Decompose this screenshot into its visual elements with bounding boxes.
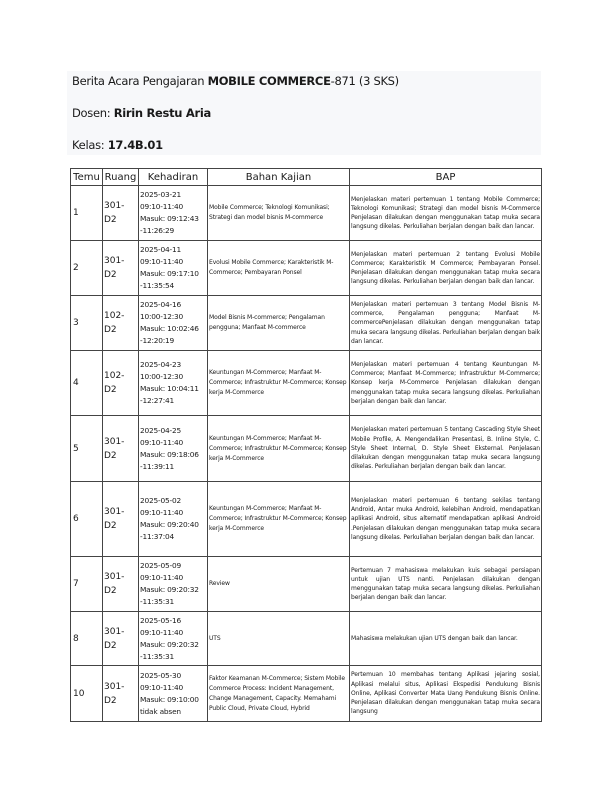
meeting-number: 7 [71,557,103,612]
meeting-time: 09:10-11:40 [140,627,184,637]
attendance [139,666,208,722]
check-in: Masuk: 09:20:40 -11:37:04 [140,520,199,541]
table-row [71,557,542,612]
table-header-row [71,169,542,186]
topic: Faktor Keamanan M-Commerce; Sistem Mobile Commerce Process: Incident Management, Change Management, Capacity. Memahami Public Cloud, Private Cloud, Hybrid [208,666,350,722]
course-name: MOBILE COMMERCE [207,74,331,88]
course-code: -871 (3 SKS) [330,74,399,88]
meeting-number: 1 [71,186,103,241]
attendance [139,351,208,416]
meeting-date: 2025-04-23 [140,360,181,369]
meeting-time: 09:10-11:40 [140,202,184,211]
meeting-time: 09:10-11:40 [140,573,184,582]
title-prefix: Berita Acara Pengajaran [72,74,208,88]
class-line [72,138,163,152]
room: 301-D2 [103,241,139,296]
meeting-number: 4 [71,351,103,416]
attendance [139,296,208,351]
topic: Keuntungan M-Commerce; Manfaat M-Commerce; Infrastruktur M-Commerce; Konsep kerja M-Commerce [208,482,350,557]
bap-text: Pertemuan 10 membahas tentang Aplikasi jejaring sosial, Aplikasi melalui situs, Aplikasi Ekspedisi Pendukung Bisnis Online, Aplikasi Converter Mata Uang Pendukung Bisnis Online. Penjelasan dilakukan dengan menggunakan tatap muka secara langsung [350,666,542,722]
room: 301-D2 [103,557,139,612]
meeting-number: 6 [71,482,103,557]
meeting-time: 10:00-12:30 [140,312,184,321]
topic: Keuntungan M-Commerce; Manfaat M-Commerce; Infrastruktur M-Commerce; Konsep kerja M-Commerce [208,416,350,482]
bap-text: Pertemuan 7 mahasiswa melakukan kuis sebagai persiapan untuk ujian UTS nanti. Penjelasan dilakukan dengan menggunakan tatap muka secara langsung dikelas. Perkuliahan berjalan dengan baik dan lancar. [350,557,542,612]
meeting-time: 09:10-11:40 [140,682,184,692]
lecturer-line [72,106,211,120]
col-header-kehadiran: Kehadiran [139,169,208,186]
bap-text: Menjelaskan materi pertemuan 6 tentang sekilas tentang Android, Antar muka Android, kelebihan Android, mendapatkan aplikasi Android, situs alternatif mendapatkan aplikasi Android .Penjelasan dilakukan dengan menggunakan tatap muka secara langsung dikelas. Perkuliahan berjalan dengan baik dan lancar. [350,482,542,557]
bap-text: Mahasiswa melakukan ujian UTS dengan baik dan lancar. [350,612,542,666]
bap-text: Menjelaskan materi pertemuan 1 tentang Mobile Commerce; Teknologi Komunikasi; Strategi dan model bisnis M-Commerce Penjelasan dilakukan dengan menggunakan tatap muka secara langsung dikelas. Perkuliahan berjalan dengan baik dan lancar. [350,186,542,241]
topic: Keuntungan M-Commerce; Manfaat M-Commerce; Infrastruktur M-Commerce; Konsep kerja M-Commerce [208,351,350,416]
col-header-ruang: Ruang [103,169,139,186]
class-label: Kelas: [72,138,108,152]
table-row [71,186,542,241]
col-header-temu: Temu [71,169,103,186]
room: 301-D2 [103,612,139,666]
check-in: Masuk: 10:02:46 -12:20:19 [140,324,199,345]
bap-table [70,168,542,722]
table-row [71,666,542,722]
meeting-date: 2025-05-30 [140,670,181,680]
meeting-date: 2025-04-25 [140,425,181,435]
table-row [71,612,542,666]
room: 301-D2 [103,666,139,722]
bap-text: Menjelaskan materi pertemuan 3 tentang Model Bisnis M-commerce, Pengalaman pengguna; Manfaat M-commercePenjelasan dilakukan dengan menggunakan tatap muka secara langsung dikelas. Perkuliahan berjalan dengan baik dan lancar. [350,296,542,351]
meeting-time: 09:10-11:40 [140,508,184,517]
lecturer-name: Ririn Restu Aria [113,106,211,120]
bap-text: Menjelaskan materi pertemuan 5 tentang Cascading Style Sheet Mobile Profile, A. Mengendalikan Presentasi, B. Inline Style, C. Style Sheet Internal, D. Style Sheet Eksternal. Penjelasan dilakukan dengan menggunakan tatap muka secara langsung dikelas. Perkuliahan berjalan dengan baik dan lancar. [350,416,542,482]
col-header-bahan-kajian: Bahan Kajian [208,169,350,186]
check-in: Masuk: 09:20:32 -11:35:31 [140,639,199,661]
topic: UTS [208,612,350,666]
bap-text: Menjelaskan materi pertemuan 2 tentang Evolusi Mobile Commerce; Karakteristik M Commerce; Pembayaran Ponsel. Penjelasan dilakukan dengan menggunakan tatap muka secara langsung dikelas. Perkuliahan berjalan dengan baik dan lancar. [350,241,542,296]
meeting-time: 09:10-11:40 [140,437,184,447]
col-header-bap: BAP [350,169,542,186]
room: 301-D2 [103,482,139,557]
topic: Mobile Commerce; Teknologi Komunikasi; Strategi dan model bisnis M-commerce [208,186,350,241]
attendance [139,482,208,557]
meeting-time: 09:10-11:40 [140,257,184,266]
document-title [72,74,399,88]
table-row [71,482,542,557]
meeting-number: 3 [71,296,103,351]
attendance [139,186,208,241]
table-row [71,296,542,351]
meeting-time: 10:00-12:30 [140,372,184,381]
class-name: 17.4B.01 [107,138,163,152]
meeting-date: 2025-05-16 [140,615,181,625]
meeting-number: 10 [71,666,103,722]
table-row [71,416,542,482]
topic: Review [208,557,350,612]
check-in: Masuk: 09:10:00 tidak absen [140,694,199,716]
room: 301-D2 [103,186,139,241]
attendance [139,557,208,612]
topic: Model Bisnis M-commerce; Pengalaman pengguna; Manfaat M-commerce [208,296,350,351]
meeting-date: 2025-03-21 [140,190,181,199]
meeting-number: 2 [71,241,103,296]
attendance [139,241,208,296]
document-header [67,71,541,155]
bap-text: Menjelaskan materi pertemuan 4 tentang Keuntungan M-Commerce; Manfaat M-Commerce; Infrastruktur M-Commerce; Konsep kerja M-Commerce Penjelasan dilakukan dengan menggunakan tatap muka secara langsung dikelas. Perkuliahan berjalan dengan baik dan lancar. [350,351,542,416]
meeting-date: 2025-05-02 [140,496,181,505]
table-row [71,351,542,416]
meeting-date: 2025-04-16 [140,300,181,309]
attendance [139,612,208,666]
check-in: Masuk: 09:20:32 -11:35:31 [140,585,199,606]
room: 102-D2 [103,351,139,416]
topic: Evolusi Mobile Commerce; Karakteristik M-Commerce; Pembayaran Ponsel [208,241,350,296]
meeting-date: 2025-05-09 [140,561,181,570]
meeting-date: 2025-04-11 [140,245,181,254]
check-in: Masuk: 09:12:43 -11:26:29 [140,214,199,235]
lecturer-label: Dosen: [72,106,114,120]
attendance [139,416,208,482]
table-row [71,241,542,296]
room: 301-D2 [103,416,139,482]
check-in: Masuk: 09:17:10 -11:35:54 [140,269,199,290]
check-in: Masuk: 09:18:06 -11:39:11 [140,449,199,471]
room: 102-D2 [103,296,139,351]
meeting-number: 8 [71,612,103,666]
check-in: Masuk: 10:04:11 -12:27:41 [140,384,199,405]
meeting-number: 5 [71,416,103,482]
